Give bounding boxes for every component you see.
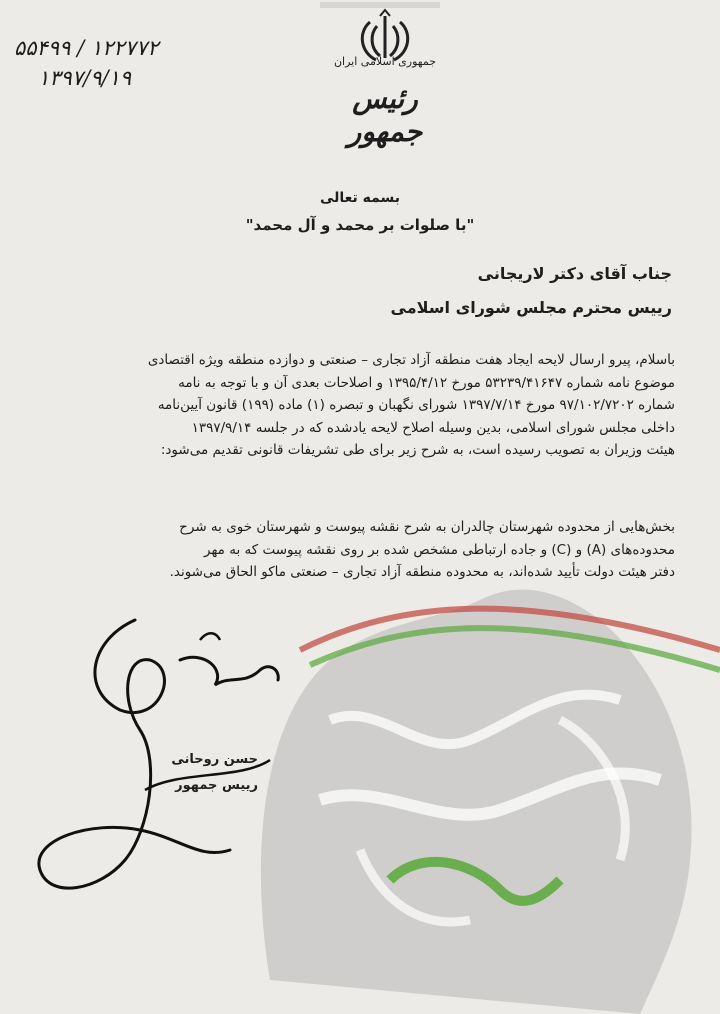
salawat-line: "با صلوات بر محمد و آل محمد" <box>245 216 475 234</box>
addressee-name: جناب آقای دکتر لاریجانی <box>477 264 672 283</box>
paragraph-line: هیئت وزیران به تصویب رسیده است، به شرح زیر برای طی تشریفات قانونی تقدیم می‌شود: <box>160 442 675 458</box>
bismillah-heading: بسمه تعالی <box>319 190 401 206</box>
paragraph-line: موضوع نامه شماره ۵۳۲۳۹/۴۱۶۴۷ مورخ ۱۳۹۵/۴/۱۲ و اصلاحات بعدی آن و با توجه به نامه <box>178 374 675 391</box>
reference-number: ۵۵۴۹۹ / ۱۲۲۷۷۲ <box>14 36 159 60</box>
paragraph-line: باسلام، پیرو ارسال لایحه ایجاد هفت منطقه آزاد تجاری – صنعتی و دوازده منطقه ویژه اقتصادی <box>147 352 675 368</box>
reference-date: ۱۳۹۷/۹/۱۹ <box>38 66 132 90</box>
paragraph-line: محدوده‌های (A) و (C) و جاده ارتباطی مشخص شده بر روی نقشه پیوست که به مهر <box>204 541 675 558</box>
paragraph-line: دفتر هیئت دولت تأیید شده‌اند، به محدوده منطقه آزاد تجاری – صنعتی ماکو الحاق می‌شوند. <box>169 564 675 580</box>
paragraph-line: شماره ۹۷/۱۰۲/۷۲۰۲ مورخ ۱۳۹۷/۷/۱۴ شورای نگهبان و تبصره (۱) ماده (۱۹۹) قانون آیین‌نامه <box>157 397 675 413</box>
signer-name: حسن روحانی <box>171 752 258 767</box>
paragraph-line: داخلی مجلس شورای اسلامی، بدین وسیله اصلاح لایحه یادشده که در جلسه ۱۳۹۷/۹/۱۴ <box>191 419 675 436</box>
addressee-title: رییس محترم مجلس شورای اسلامی <box>390 298 672 317</box>
paragraph-line: بخش‌هایی از محدوده شهرستان چالدران به شرح نقشه پیوست و شهرستان خوی به شرح <box>179 519 675 535</box>
signer-title: رییس جمهور <box>175 778 258 793</box>
office-title: رئیس جمهور <box>347 82 423 148</box>
emblem-caption: جمهوری اسلامی ایران <box>333 55 437 68</box>
